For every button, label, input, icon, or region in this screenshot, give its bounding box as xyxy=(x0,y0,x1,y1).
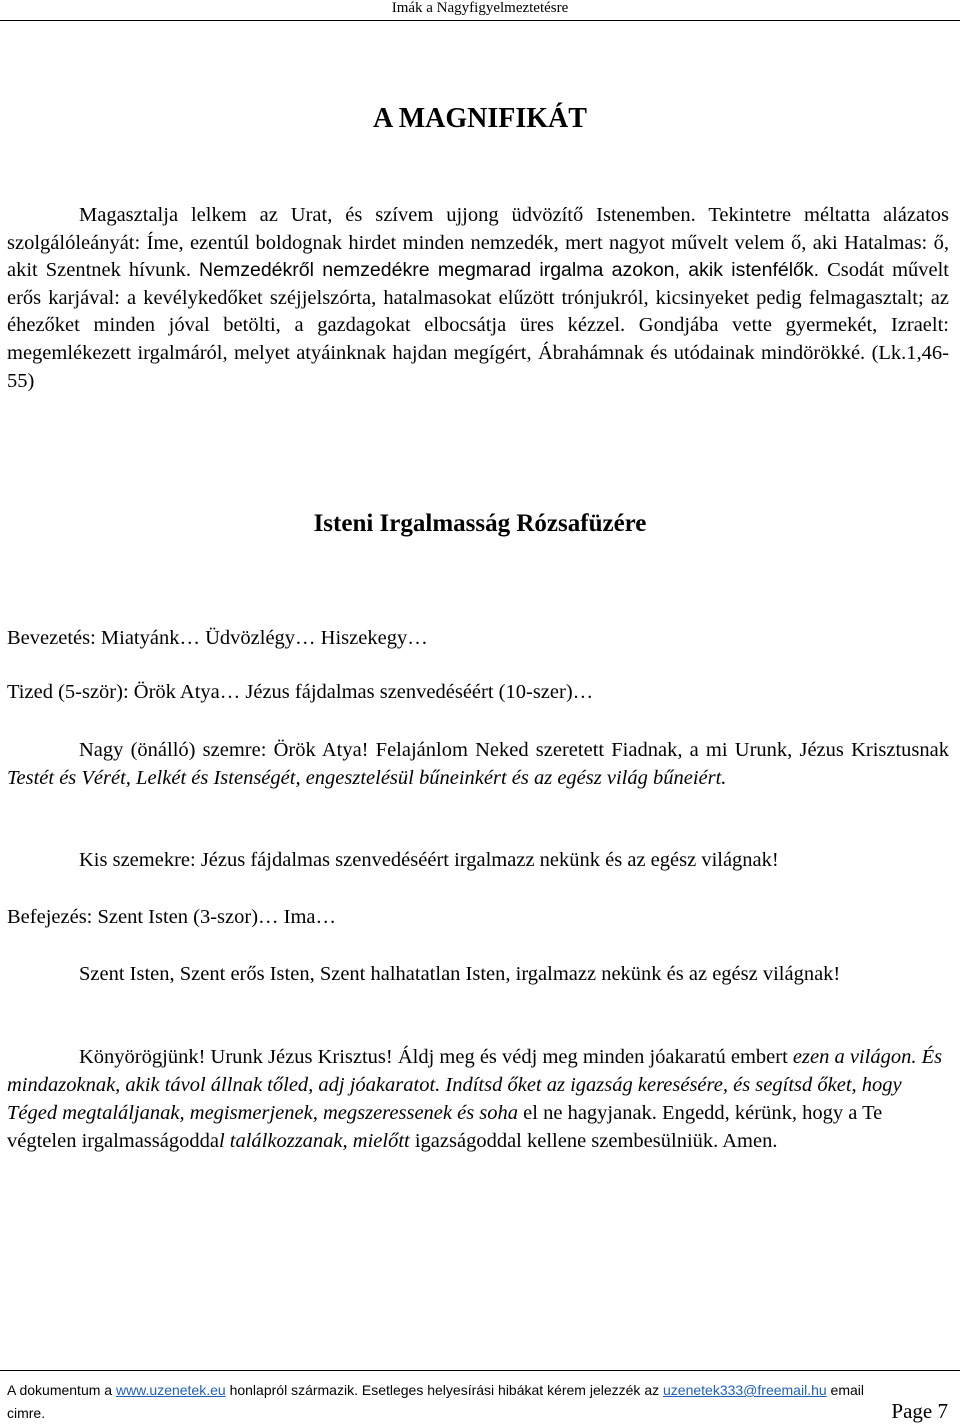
magnificat-text-3: Csodát művelt erős karjával: a kevélykedőket széjjelszórta, hatalmasokat elűzött trónjukról, kicsinyeket pedig felmagasztalt; az éhezőket minden jóval betölti, a gazdagokat elbocsátja üres kézzel. Gondjába vette gyermekét, Izraelt: megemlékezett irgalmáról, melyet atyáinknak hajdan megígért, Ábrahámnak és utódainak mindörökké. (Lk.1,46-55) xyxy=(7,259,950,392)
footer-middle: honlapról származik. Esetleges helyesírási hibákat kérem jelezzék az xyxy=(229,1382,660,1398)
closing-prayer-paragraph xyxy=(7,1043,949,1155)
footer-notice xyxy=(7,1382,864,1398)
chaplet-decade: Tized (5-ször): Örök Atya… Jézus fájdalmas szenvedéséért (10-szer)… xyxy=(7,681,594,703)
prayer-italic-text-1: ezen a világon. És mindazoknak, akik távol állnak tőled, adj jóakaratot. Indítsd őket az igazság keresésére, és segítsd őket, hogy Téged megtaláljanak, megismerjenek, megszeressenek és soha xyxy=(7,1046,943,1124)
small-bead-paragraph: Kis szemekre: Jézus fájdalmas szenvedéséért irgalmazz nekünk és az egész világnak! xyxy=(79,849,779,871)
prayer-text-1: Könyörögjünk! Urunk Jézus Krisztus! Áldj meg és védj meg minden jóakaratú embert xyxy=(79,1046,788,1068)
footer-prefix: A dokumentum a xyxy=(7,1382,113,1398)
large-bead-text: Nagy (önálló) szemre: Örök Atya! Felajánlom Neked szeretett Fiadnak, a mi Urunk, Jézus Krisztusnak xyxy=(79,739,949,761)
closing-instruction: Befejezés: Szent Isten (3-szor)… Ima… xyxy=(7,906,337,928)
holy-god-paragraph: Szent Isten, Szent erős Isten, Szent halhatatlan Isten, irgalmazz nekünk és az egész világnak! xyxy=(79,963,841,985)
website-link[interactable]: www.uzenetek.eu xyxy=(115,1382,226,1398)
magnificat-title: A MAGNIFIKÁT xyxy=(373,103,587,134)
running-header-text: Imák a Nagyfigyelmeztetésre xyxy=(391,0,569,16)
magnificat-text-1: Magasztalja lelkem az Urat, és szívem ujjong üdvözítő Istenemben. Tekintetre méltatta alázatos szolgálóleányát: Íme, ezentúl boldognak hirdet minden nemzedék, mert nagyot művelt velem ő, aki Hatalmas: ő, akit Szentnek hívunk. xyxy=(7,204,949,282)
magnificat-text-2: Nemzedékről nemzedékre megmarad irgalma azokon, akik istenfélők. xyxy=(199,259,820,282)
prayer-italic-text-2: l találkozzanak, mielőtt xyxy=(218,1130,410,1152)
prayer-text-3: igazságoddal kellene szembesülniük. Amen. xyxy=(414,1130,778,1152)
running-header xyxy=(0,0,960,21)
large-bead-paragraph xyxy=(7,736,949,792)
page-number: Page 7 xyxy=(891,1399,948,1423)
prayer-text-2: el ne hagyjanak. Engedd, kérünk, hogy a Te végtelen irgalmasságodda xyxy=(7,1102,883,1152)
chaplet-intro: Bevezetés: Miatyánk… Üdvözlégy… Hiszekegy… xyxy=(7,627,428,649)
page-footer xyxy=(0,1370,960,1428)
chaplet-title: Isteni Irgalmasság Rózsafüzére xyxy=(313,510,647,537)
footer-notice-end: cimre. xyxy=(7,1405,46,1421)
email-link[interactable]: uzenetek333@freemail.hu xyxy=(663,1382,827,1398)
magnificat-paragraph xyxy=(7,202,949,395)
large-bead-italic-text: Testét és Vérét, Lelkét és Istenségét, engesztelésül bűneinkért és az egész világ bűneiért. xyxy=(7,767,727,789)
footer-suffix: email xyxy=(830,1382,865,1398)
